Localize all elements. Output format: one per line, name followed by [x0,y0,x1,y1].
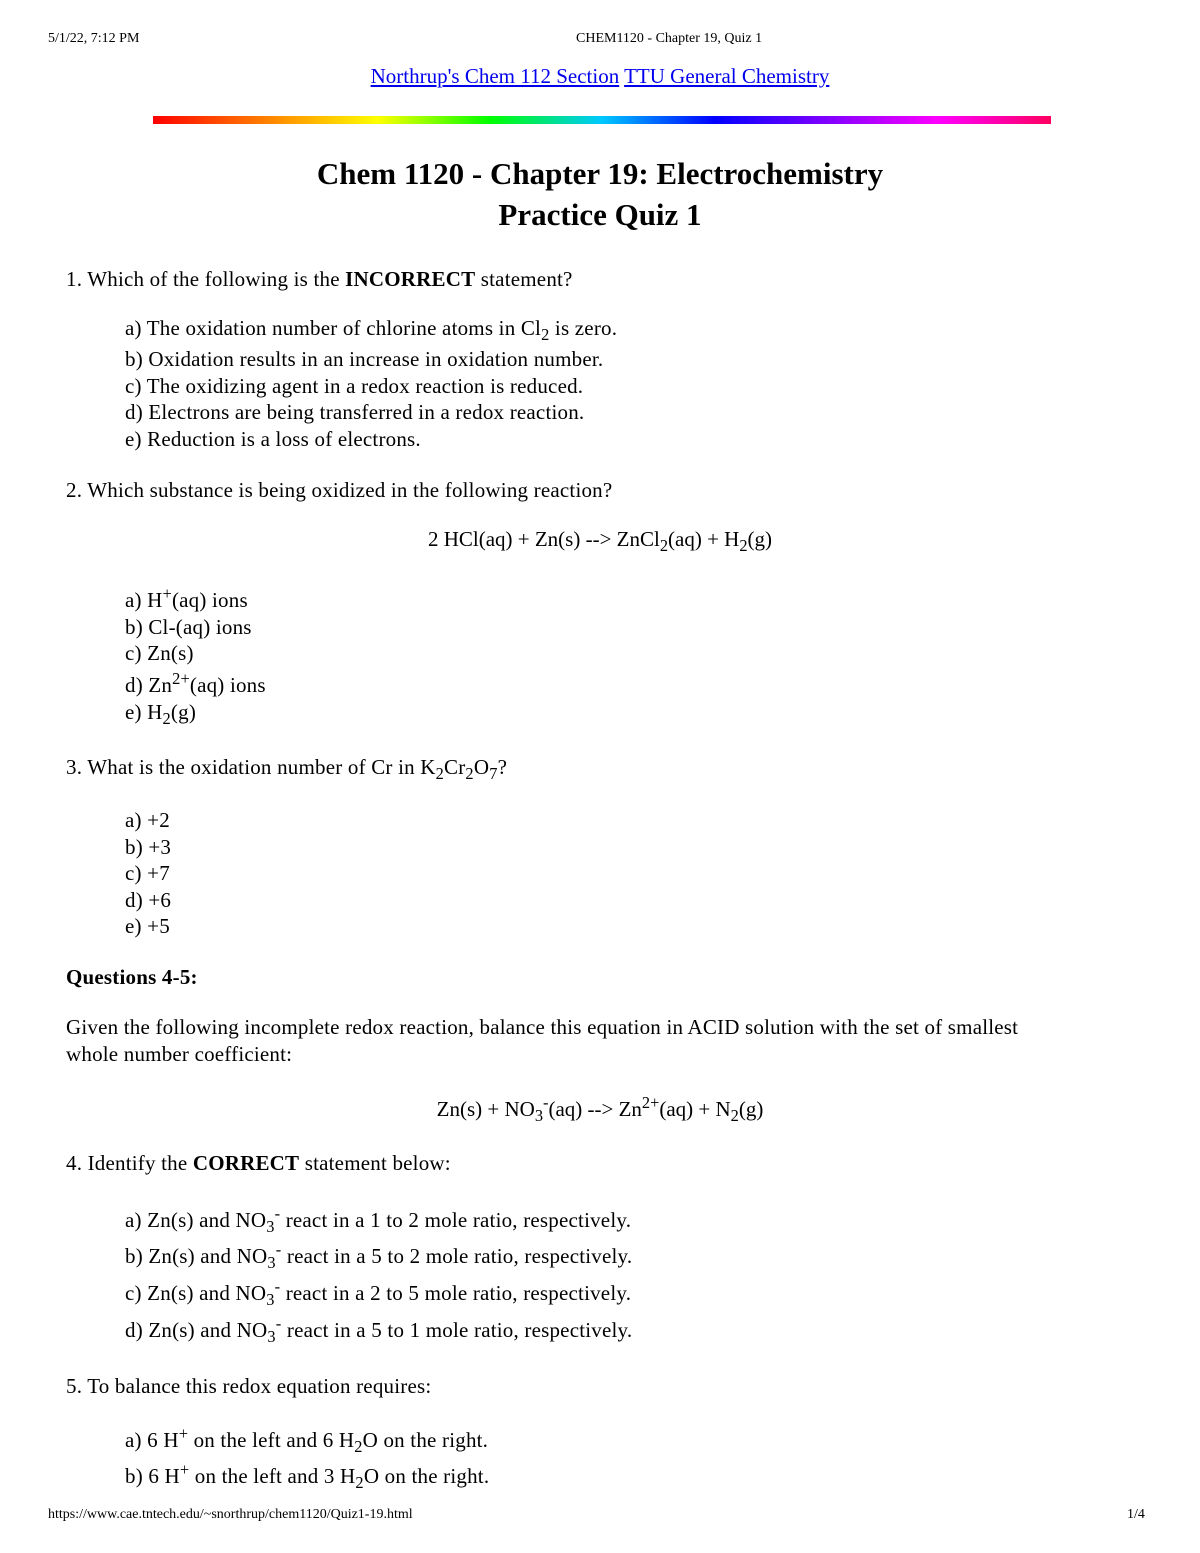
q5-option-b: b) 6 H+ on the left and 3 $H_2O$ on the right. [125,1460,490,1493]
q1-option-e: e) Reduction is a loss of electrons. [125,427,421,451]
question-3: 3. What is the oxidation number of Cr in $K_2Cr_2O_7$? [66,755,508,784]
q3-option-d: d) +6 [125,888,172,912]
questions-4-5-intro-line-1: Given the following incomplete redox reaction, balance this equation in ACID solution with the set of smallest [66,1015,1019,1039]
print-page-number: 1/4 [1127,1507,1145,1522]
q2-option-e: e) $H_2(g)$ [125,700,197,729]
q4-option-c: c) Zn(s) and $NO_3^-$ react in a 2 to 5 mole ratio, respectively. [125,1277,632,1310]
page-subtitle: Practice Quiz 1 [498,197,702,232]
print-page-title: CHEM1120 - Chapter 19, Quiz 1 [576,31,763,46]
rainbow-divider [153,116,1051,124]
questions-4-5-intro-line-2: whole number coefficient: [66,1042,293,1066]
q1-option-d: d) Electrons are being transferred in a redox reaction. [125,400,585,424]
q4-option-d: d) Zn(s) and $NO_3^-$ react in a 5 to 1 mole ratio, respectively. [125,1314,633,1347]
question-1: 1. Which of the following is the INCORRECT statement? [66,267,573,291]
question-4: 4. Identify the CORRECT statement below: [66,1151,451,1175]
q5-option-a: a) 6 H+ on the left and 6 $H_2O$ on the right. [125,1424,489,1457]
q1-option-a: a) The oxidation number of chlorine atoms in $Cl_2$ is zero. [125,316,618,345]
page-title: Chem 1120 - Chapter 19: Electrochemistry [316,156,884,191]
q4-option-a: a) Zn(s) and $NO_3^-$ react in a 1 to 2 mole ratio, respectively. [125,1204,632,1237]
emphasis-incorrect: INCORRECT [345,267,476,291]
q3-option-a: a) +2 [125,808,170,832]
q45-reaction-equation: $Zn(s) + NO_3^-(aq)$ --> $Zn^{2+}(aq) + N_2(g)$ [436,1093,764,1126]
q2-option-b: b) Cl-(aq) ions [125,615,252,639]
q4-option-b: b) Zn(s) and $NO_3^-$ react in a 5 to 2 mole ratio, respectively. [125,1240,633,1273]
q3-option-b: b) +3 [125,835,172,859]
q2-reaction-equation: 2 HCl(aq) + Zn(s) --> ZnCl$_2$(aq) + $H_2(g)$ [427,527,773,556]
questions-4-5-heading: Questions 4-5: [66,965,198,989]
print-datetime: 5/1/22, 7:12 PM [48,31,140,46]
nav-link-ttu-general-chemistry[interactable]: TTU General Chemistry [624,64,830,88]
q3-option-e: e) +5 [125,914,170,938]
q2-option-d: d) $Zn^{2+}(aq)$ ions [125,669,266,697]
q3-option-c: c) +7 [125,861,170,885]
q2-option-c: c) Zn(s) [125,641,194,665]
q2-option-a: a) H+(aq) ions [125,584,248,612]
top-nav [0,64,1200,89]
print-url: https://www.cae.tntech.edu/~snorthrup/chem1120/Quiz1-19.html [48,1507,413,1522]
nav-link-northrup-section[interactable]: Northrup's Chem 112 Section [370,64,620,88]
emphasis-correct: CORRECT [192,1151,300,1175]
q1-option-c: c) The oxidizing agent in a redox reaction is reduced. [125,374,584,398]
q1-option-b: b) Oxidation results in an increase in oxidation number. [125,347,604,371]
question-2: 2. Which substance is being oxidized in the following reaction? [66,478,613,502]
question-5: 5. To balance this redox equation requires: [66,1374,432,1398]
